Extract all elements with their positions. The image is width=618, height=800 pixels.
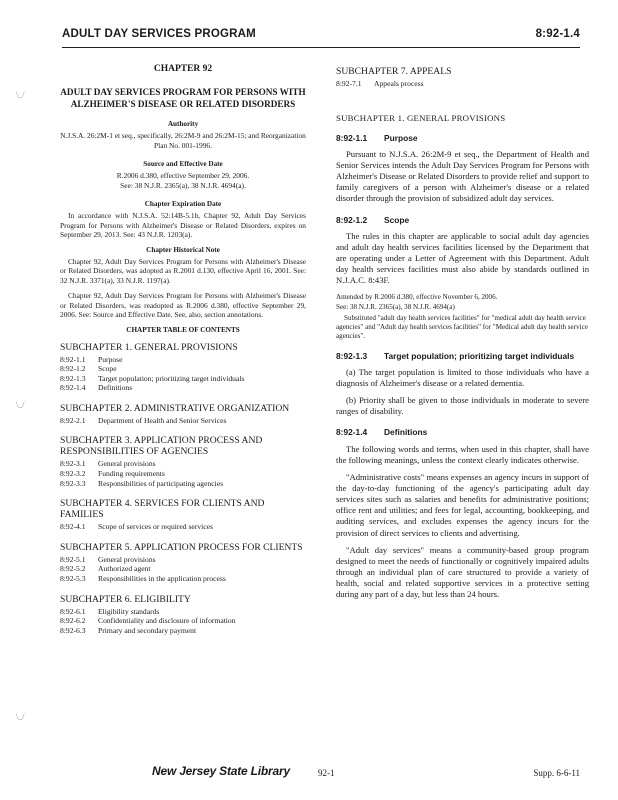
toc-subchapter-heading: SUBCHAPTER 6. ELIGIBILITY	[60, 593, 191, 605]
section-number: 8:92-1.1	[336, 132, 368, 143]
section-number: 8:92-1.3	[336, 350, 368, 361]
header-section-number: 8:92-1.4	[535, 28, 580, 40]
section-heading	[336, 133, 589, 144]
library-logo: New Jersey State Library	[152, 764, 290, 778]
section-title: Scope	[384, 214, 410, 225]
section-paragraph: Pursuant to N.J.S.A. 26:2M-9 et seq., the Department of Health and Senior Services intends the Adult Day Services Program for Persons with Alzheimer's Disease or Related Disorders to provide relief and support to family caregivers of a person with Alzheimer's disease or a related disorder through the provision of subsidized adult day services.	[336, 149, 589, 204]
toc-entry-title: Responsibilities of participating agencies	[98, 478, 224, 488]
historical-note-heading: Chapter Historical Note	[146, 245, 220, 254]
toc-entry[interactable]	[60, 383, 306, 393]
toc-subchapter-heading: SUBCHAPTER 3. APPLICATION PROCESS AND RESPONSIBILITIES OF AGENCIES	[60, 435, 263, 458]
toc-subchapter-7-heading: SUBCHAPTER 7. APPEALS	[336, 66, 452, 77]
header-program-title: ADULT DAY SERVICES PROGRAM	[62, 28, 256, 40]
toc-entry[interactable]	[60, 564, 306, 574]
section-paragraph: (a) The target population is limited to those individuals who have a diagnosis of Alzheimer's disease or a related dementia.	[336, 367, 589, 389]
toc-subchapter-heading: SUBCHAPTER 4. SERVICES FOR CLIENTS AND FAMILIES	[60, 498, 265, 521]
toc-entry-number: 8:92-6.2	[60, 616, 86, 626]
toc-entry-number: 8:92-6.1	[60, 606, 86, 616]
toc-entry-title: Funding requirements	[98, 469, 165, 479]
section-heading	[336, 351, 589, 362]
toc-entry[interactable]	[60, 479, 306, 489]
header-rule	[62, 47, 580, 48]
toc-entry[interactable]	[60, 355, 306, 365]
toc-heading: CHAPTER TABLE OF CONTENTS	[126, 325, 240, 334]
section-heading	[336, 215, 589, 226]
amendment-note: Amended by R.2006 d.380, effective November 6, 2006.	[336, 292, 498, 301]
toc-entry-title: General provisions	[98, 459, 156, 469]
left-column	[60, 64, 306, 635]
toc-entry-title: Authorized agent	[98, 564, 151, 574]
section-title: Purpose	[384, 132, 418, 143]
toc-entry[interactable]	[60, 374, 306, 384]
section-number: 8:92-1.2	[336, 214, 368, 225]
toc-entry[interactable]	[60, 574, 306, 584]
toc-entry[interactable]	[60, 416, 306, 426]
right-column	[336, 64, 589, 606]
toc-subchapter-heading: SUBCHAPTER 2. ADMINISTRATIVE ORGANIZATION	[60, 402, 290, 414]
table-of-contents	[60, 342, 306, 636]
source-citation: See: 38 N.J.R. 2365(a), 38 N.J.R. 4694(a).	[120, 180, 246, 190]
toc-entry-number: 8:92-3.1	[60, 459, 86, 469]
subchapter-1-heading: SUBCHAPTER 1. GENERAL PROVISIONS	[336, 112, 506, 123]
toc-entry-number: 8:92-4.1	[60, 522, 86, 532]
toc-entry-number: 8:92-1.1	[60, 354, 86, 364]
chapter-number: CHAPTER 92	[153, 64, 213, 74]
toc-entry[interactable]	[60, 626, 306, 636]
toc-entry[interactable]	[60, 616, 306, 626]
toc-entry[interactable]	[336, 79, 589, 89]
page-number: 92-1	[318, 768, 335, 778]
section-heading	[336, 427, 589, 438]
margin-mark: \_/	[16, 712, 25, 721]
toc-entry[interactable]	[60, 364, 306, 374]
section-title: Target population; prioritizing target individuals	[384, 350, 575, 361]
section-paragraph: The following words and terms, when used in this chapter, shall have the following meanings, unless the context clearly indicates otherwise.	[336, 443, 589, 465]
toc-entry[interactable]	[60, 459, 306, 469]
toc-entry-title: Purpose	[98, 354, 123, 364]
toc-entry[interactable]	[60, 522, 306, 532]
margin-mark: \_/	[16, 400, 25, 409]
toc-subchapter-heading: SUBCHAPTER 1. GENERAL PROVISIONS	[60, 341, 238, 353]
historical-note-2: Chapter 92, Adult Day Services Program for Persons with Alzheimer's Disease or Related Disorders, was readopted as R.2006 d.380, effective September 29, 2006. See: Source and Effective Date. See, also, section annotations.	[60, 291, 306, 319]
toc-entry-number: 8:92-1.2	[60, 364, 86, 374]
section-title: Definitions	[384, 427, 428, 438]
running-header	[62, 28, 580, 44]
toc-entry-title: Appeals process	[374, 79, 424, 88]
expiration-text: In accordance with N.J.S.A. 52:14B-5.1b, Chapter 92, Adult Day Services Program for Persons with Alzheimer's Disease or Related Disorders, expires on September 29, 2013. See: 43 N.J.R. 1203(a).	[60, 211, 306, 239]
toc-entry-number: 8:92-5.3	[60, 574, 86, 584]
toc-subchapter-heading: SUBCHAPTER 5. APPLICATION PROCESS FOR CLIENTS	[60, 541, 303, 553]
toc-entry-title: Primary and secondary payment	[98, 625, 197, 635]
authority-text: N.J.S.A. 26:2M-1 et seq., specifically, 26:2M-9 and 26:2M-15; and Reorganization Plan No. 001-1996.	[60, 131, 306, 150]
toc-entry-number: 8:92-3.2	[60, 469, 86, 479]
source-heading: Source and Effective Date	[143, 160, 223, 168]
toc-entry-title: Target population; prioritizing target individuals	[98, 373, 245, 383]
toc-entry-number: 8:92-5.1	[60, 554, 86, 564]
toc-entry-number: 8:92-3.3	[60, 478, 86, 488]
definition-paragraph: "Adult day services" means a community-based group program designed to meet the needs of functionally or cognitively impaired adults through an individual plan of care structured to provide a variety of health, social and related supportive services in a protective setting during any part of a day, but less than 24 hours.	[336, 544, 589, 600]
section-paragraph: The rules in this chapter are applicable to social adult day agencies and adult day health services facilities licensed by the Department that are operating under a Letter of Agreement with this Department. Adult day health services facilities must also abide by standards outlined in N.J.A.C. 8:43F.	[336, 231, 589, 286]
source-text: R.2006 d.380, effective September 29, 2006.	[116, 171, 250, 180]
toc-entry[interactable]	[60, 607, 306, 617]
toc-entry-title: Definitions	[98, 383, 133, 393]
toc-entry-number: 8:92-7.1	[336, 79, 362, 88]
amendment-description: Substituted "adult day health services facilities" for "medical adult day health service agencies" and "Adult day health services facilities" for "Medical adult day health service agencies".	[336, 314, 588, 340]
section-paragraph: (b) Priority shall be given to those individuals in moderate to severe ranges of disability.	[336, 395, 589, 417]
toc-entry-title: Scope	[98, 364, 117, 374]
toc-entry[interactable]	[60, 555, 306, 565]
toc-entry-title: Responsibilities in the application process	[98, 574, 226, 584]
authority-heading: Authority	[167, 120, 199, 128]
toc-entry-title: Eligibility standards	[98, 606, 160, 616]
section-number: 8:92-1.4	[336, 427, 368, 438]
historical-note-1: Chapter 92, Adult Day Services Program for Persons with Alzheimer's Disease or Related Disorders, was adopted as R.2001 d.130, effective April 16, 2001. See: 32 N.J.R. 3371(a), 33 N.J.R. 1197(a).	[60, 256, 306, 285]
toc-entry-title: General provisions	[98, 554, 156, 564]
toc-entry-number: 8:92-1.3	[60, 373, 86, 383]
toc-entry-title: Scope of services or required services	[98, 522, 213, 532]
expiration-heading: Chapter Expiration Date	[144, 200, 222, 208]
toc-entry-number: 8:92-1.4	[60, 383, 86, 393]
toc-entry-number: 8:92-5.2	[60, 564, 86, 574]
toc-entry-number: 8:92-6.3	[60, 625, 86, 635]
definition-paragraph: "Administrative costs" means expenses an agency incurs in support of the day-to-day functioning of the agency's participating adult day services sites such as salaries and benefits for administrative positions; office rent and utilities; and fees for legal, accounting, bookkeeping, and auditing services, and excludes expenses the agency incurs for the provision of direct services to clients and advertising.	[336, 472, 589, 538]
amendment-citation: See: 38 N.J.R. 2365(a), 38 N.J.R. 4694(a)	[336, 303, 455, 312]
chapter-title: ADULT DAY SERVICES PROGRAM FOR PERSONS WITH ALZHEIMER'S DISEASE OR RELATED DISORDERS	[60, 87, 306, 109]
toc-entry-title: Department of Health and Senior Services	[98, 415, 227, 425]
toc-entry[interactable]	[60, 469, 306, 479]
toc-entry-number: 8:92-2.1	[60, 415, 86, 425]
toc-entry-title: Confidentiality and disclosure of information	[98, 616, 236, 626]
margin-mark: \_/	[16, 90, 25, 99]
supplement-date: Supp. 6-6-11	[533, 768, 580, 778]
